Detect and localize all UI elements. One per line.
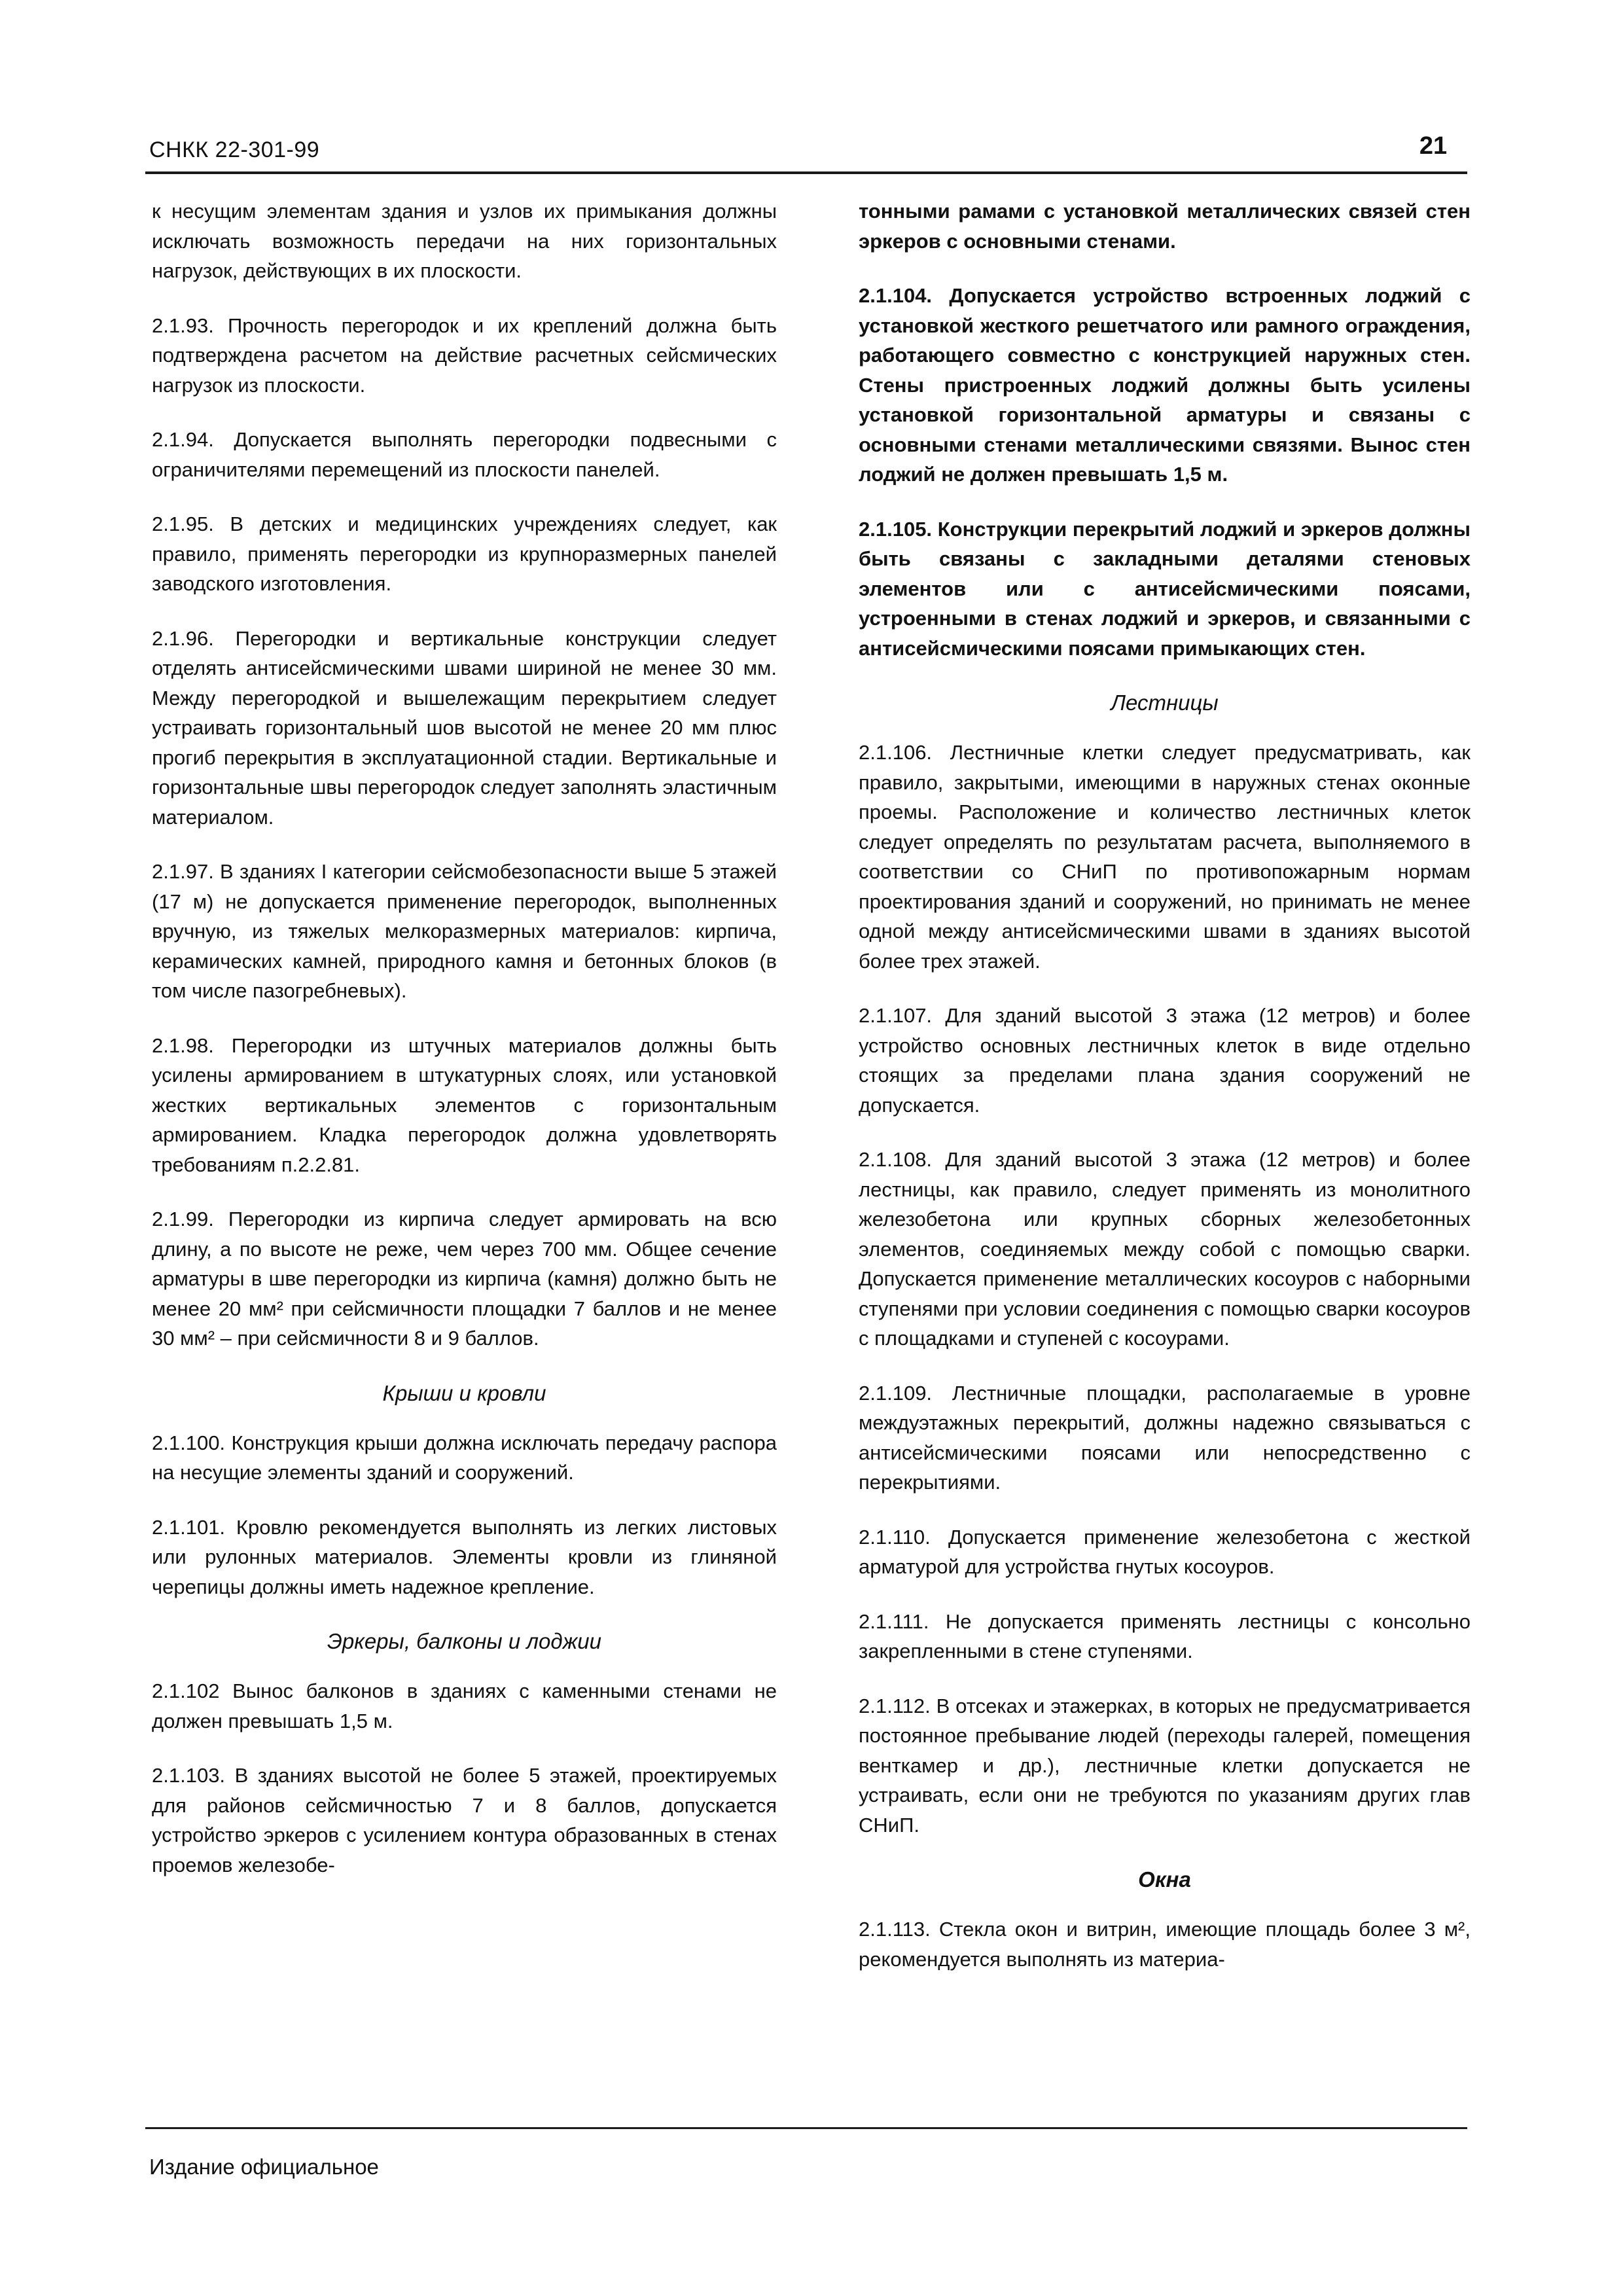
section-heading: Эркеры, балконы и лоджии	[327, 1629, 601, 1653]
paragraph: 2.1.100. Конструкция крыши должна исключать передачу распора на несущие элементы зданий и сооружений.	[152, 1431, 777, 1484]
paragraph: 2.1.107. Для зданий высотой 3 этажа (12 метров) и более устройство основных лестничных клеток в виде отдельно стоящих за пределами плана здания сооружений не допускается.	[859, 1004, 1471, 1117]
left-column	[152, 196, 777, 1905]
paragraph: 2.1.99. Перегородки из кирпича следует армировать на всю длину, а по высоте не реже, чем через 700 мм. Общее сечение арматуры в шве перегородки из кирпича (камня) должно быть не менее 20 мм² при сейсмичности площадки 7 баллов и не менее 30 мм² – при сейсмичности 8 и 9 баллов.	[152, 1208, 777, 1350]
paragraph: 2.1.102 Вынос балконов в зданиях с каменными стенами не должен превышать 1,5 м.	[152, 1679, 777, 1732]
paragraph: 2.1.110. Допускается применение железобетона с жесткой арматурой для устройства гнутых косоуров.	[859, 1525, 1471, 1578]
paragraph: 2.1.113. Стекла окон и витрин, имеющие площадь более 3 м², рекомендуется выполнять из материа-	[859, 1918, 1471, 1971]
section-heading: Лестницы	[1111, 691, 1219, 715]
paragraph: 2.1.106. Лестничные клетки следует предусматривать, как правило, закрытыми, имеющими в наружных стенах оконные проемы. Расположение и количество лестничных клеток следует определять по результатам расчета, выполняемого в соответствии со СНиП по противопожарным нормам проектирования зданий и сооружений, но принимать не менее одной между антисейсмическими швами в зданиях высотой более трех этажей.	[859, 741, 1471, 973]
page-number: 21	[1419, 132, 1448, 160]
paragraph: 2.1.104. Допускается устройство встроенных лоджий с установкой жесткого решетчатого или рамного ограждения, работающего совместно с конструкцией наружных стен. Стены пристроенных лоджий должны быть усилены установкой горизонтальной арматуры и связаны с основными стенами металлическими связями. Вынос стен лоджий не должен превышать 1,5 м.	[859, 284, 1471, 486]
paragraph: 2.1.112. В отсеках и этажерках, в которых не предусматривается постоянное пребывание людей (переходы галерей, помещения венткамер и др.), лестничные клетки допускается не устраивать, если они не требуются по указаниям других глав СНиП.	[859, 1694, 1471, 1837]
paragraph: 2.1.96. Перегородки и вертикальные конструкции следует отделять антисейсмическими швами шириной не менее 30 мм. Между перегородкой и вышележащим перекрытием следует устраивать горизонтальный шов высотой не менее 20 мм плюс прогиб перекрытия в эксплуатационной стадии. Вертикальные и горизонтальные швы перегородок следует заполнять эластичным материалом.	[152, 626, 777, 829]
section-heading: Окна	[1138, 1867, 1191, 1892]
paragraph: 2.1.94. Допускается выполнять перегородки подвесными с ограничителями перемещений из плоскости панелей.	[152, 428, 777, 481]
paragraph: 2.1.97. В зданиях I категории сейсмобезопасности выше 5 этажей (17 м) не допускается применение перегородок, выполненных вручную, из тяжелых мелкоразмерных материалов: кирпича, керамических камней, природного камня и бетонных блоков (в том числе пазогребневых).	[152, 860, 777, 1002]
header-divider	[145, 171, 1467, 174]
paragraph: 2.1.95. В детских и медицинских учреждениях следует, как правило, применять перегородки из крупноразмерных панелей заводского изготовления.	[152, 512, 777, 595]
paragraph: 2.1.93. Прочность перегородок и их креплений должна быть подтверждена расчетом на действие расчетных сейсмических нагрузок из плоскости.	[152, 314, 777, 397]
paragraph: к несущим элементам здания и узлов их примыкания должны исключать возможность передачи на них горизонтальных нагрузок, действующих в их плоскости.	[152, 200, 777, 282]
document-code: СНКК 22-301-99	[149, 137, 320, 162]
paragraph: 2.1.105. Конструкции перекрытий лоджий и эркеров должны быть связаны с закладными деталями стеновых элементов или с антисейсмическими поясами, устроенными в стенах лоджий и эркеров, и связанными с антисейсмическими поясами примыкающих стен.	[859, 517, 1471, 660]
footer-divider	[145, 2127, 1467, 2129]
section-heading: Крыши и кровли	[382, 1380, 546, 1405]
paragraph: 2.1.108. Для зданий высотой 3 этажа (12 метров) и более лестницы, как правило, следует применять из монолитного железобетона или крупных сборных железобетонных элементов, соединяемых между собой с помощью сварки. Допускается применение металлических косоуров с наборными ступенями при условии соединения с помощью сварки косоуров с площадками и ступеней с косоурами.	[859, 1148, 1471, 1350]
paragraph: 2.1.98. Перегородки из штучных материалов должны быть усилены армированием в штукатурных слоях, или установкой жестких вертикальных элементов с горизонтальным армированием. Кладка перегородок должна удовлетворять требованиям п.2.2.81.	[152, 1033, 777, 1176]
paragraph: 2.1.103. В зданиях высотой не более 5 этажей, проектируемых для районов сейсмичностью 7 и 8 баллов, допускается устройство эркеров с усилением контура образованных в стенах проемов железобе-	[152, 1764, 777, 1876]
paragraph: 2.1.101. Кровлю рекомендуется выполнять из легких листовых или рулонных материалов. Элементы кровли из глиняной черепицы должны иметь надежное крепление.	[152, 1515, 777, 1598]
paragraph: 2.1.111. Не допускается применять лестницы с консольно закрепленными в стене ступенями.	[859, 1609, 1471, 1662]
paragraph: тонными рамами с установкой металлических связей стен эркеров с основными стенами.	[859, 200, 1471, 253]
edition-note: Издание официальное	[149, 2155, 379, 2179]
paragraph: 2.1.109. Лестничные площадки, располагаемые в уровне междуэтажных перекрытий, должны надежно связываться с антисейсмическими поясами или непосредственно с перекрытиями.	[859, 1381, 1471, 1494]
right-column	[859, 196, 1471, 1999]
